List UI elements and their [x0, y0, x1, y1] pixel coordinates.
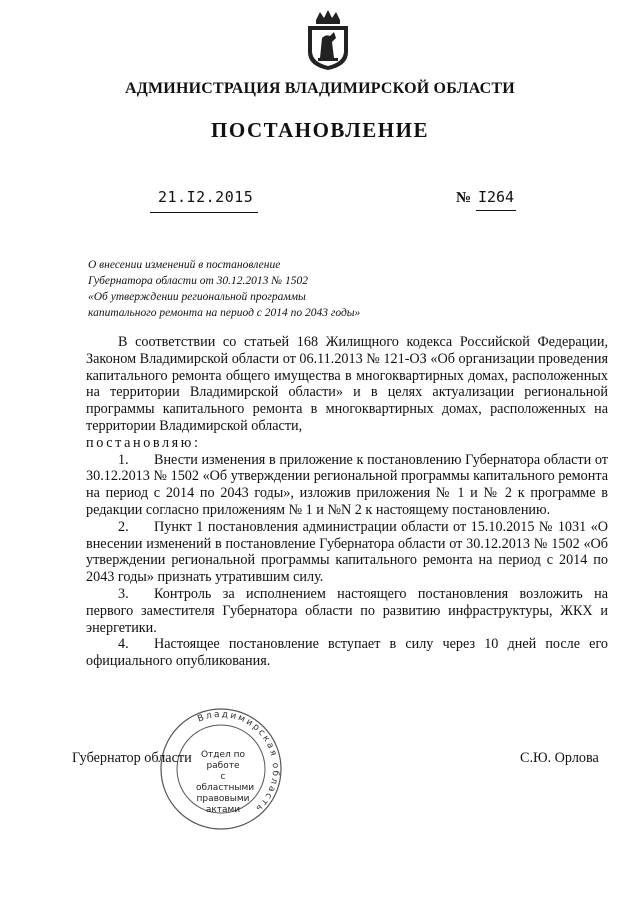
- list-item: [86, 452, 608, 519]
- preamble-paragraph: В соответствии со статьей 168 Жилищного кодекса Российской Федерации, Законом Владимирской области от 06.11.2013 № 121-ОЗ «Об организации проведения капитального ремонта общего имущества в многоквартирных домах, расположенных на территории Владимирской области» и в целях актуализации региональной программы капитального ремонта в многоквартирных домах, расположенных на территории Владимирской области,: [86, 334, 608, 434]
- subject-line: капитального ремонта на период с 2014 по 2043 годы»: [88, 307, 361, 319]
- item-number: 2.: [118, 518, 129, 535]
- stamp-line: правовыми: [196, 794, 250, 804]
- document-body: [86, 334, 608, 670]
- list-item: [86, 519, 608, 586]
- subject-line: О внесении изменений в постановление: [88, 259, 281, 271]
- stamp-line: Отдел по работе: [200, 750, 246, 771]
- list-item: [86, 586, 608, 636]
- document-type-title: ПОСТАНОВЛЕНИЕ: [211, 118, 429, 142]
- document-number-field: [456, 188, 516, 212]
- document-subject: [88, 257, 408, 321]
- stamp-text: [196, 750, 255, 816]
- subject-line: Губернатора области от 30.12.2013 № 1502: [88, 275, 308, 287]
- document-date-field: [150, 188, 258, 213]
- stamp-line: с областными: [196, 772, 255, 793]
- document-date: 21.I2.2015: [158, 188, 254, 206]
- list-item: [86, 636, 608, 670]
- organization-title: АДМИНИСТРАЦИЯ ВЛАДИМИРСКОЙ ОБЛАСТИ: [125, 80, 515, 97]
- item-text: Контроль за исполнением настоящего постановления возложить на первого заместителя Губернатора области по развитию инфраструктуры, ЖКХ и энергетики.: [86, 585, 608, 636]
- item-text: Пункт 1 постановления администрации области от 15.10.2015 № 1031 «О внесении изменений в постановление Губернатора области от 30.12.2013 № 1502 «Об утверждении региональной программы капитального ремонта на период с 2014 по 2043 годы» признать утратившим силу.: [86, 518, 608, 586]
- subject-line: «Об утверждении региональной программы: [88, 291, 306, 303]
- resolve-word: постановляю:: [86, 434, 201, 451]
- coat-of-arms-icon: [304, 8, 352, 72]
- item-number: 1.: [118, 451, 129, 468]
- number-sign: №: [456, 190, 472, 206]
- document-number: I264: [476, 188, 516, 211]
- signatory-title: Губернатор области: [72, 750, 192, 766]
- item-text: Внести изменения в приложение к постановлению Губернатора области от 30.12.2013 № 1502 «Об утверждении региональной программы капитального ремонта на период с 2014 по 2043 годы», изложив приложения № 1 и № 2 к программе в редакции согласно приложениям № 1 и №N 2 к настоящему постановлению.: [86, 451, 608, 518]
- svg-text:Владимирская область: Владимирская область: [196, 709, 281, 815]
- signatory-name: С.Ю. Орлова: [520, 750, 599, 766]
- item-number: 3.: [118, 585, 129, 602]
- item-text: Настоящее постановление вступает в силу через 10 дней после его официального опубликования.: [86, 636, 608, 670]
- item-number: 4.: [118, 636, 129, 653]
- stamp-line: актами: [205, 805, 241, 815]
